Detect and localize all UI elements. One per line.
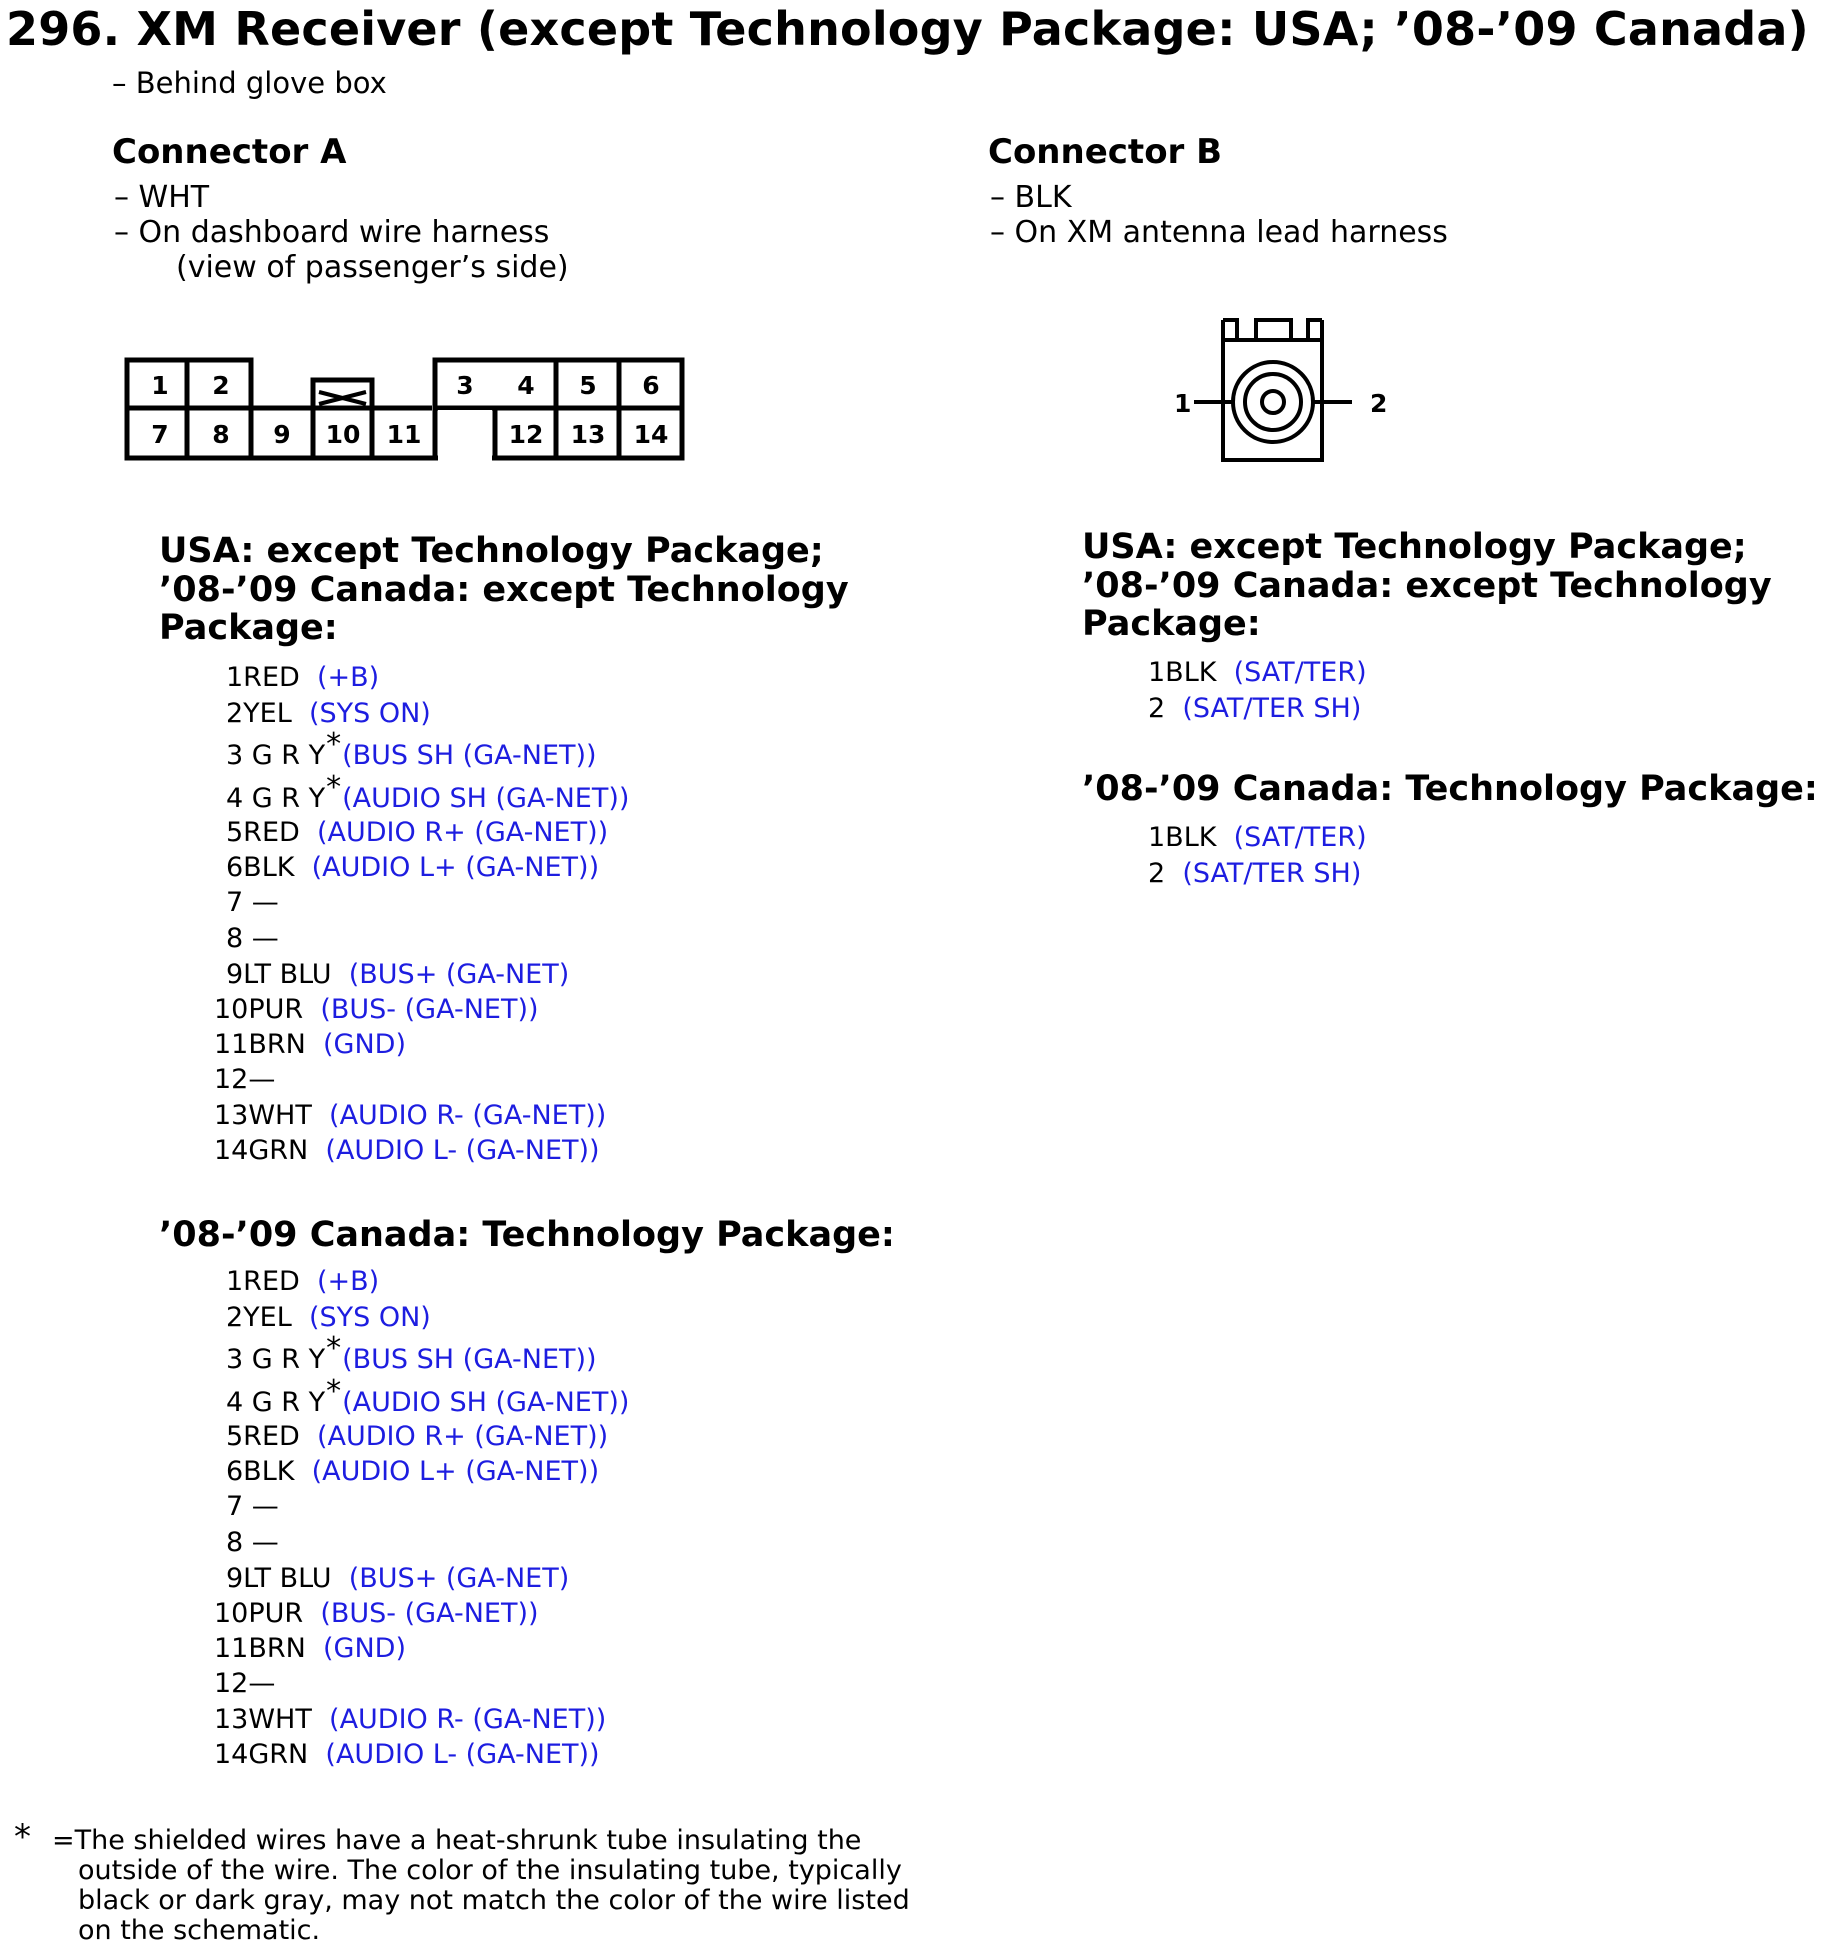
- page-title: 296. XM Receiver (except Technology Package: USA; ’08-’09 Canada): [6, 2, 1809, 56]
- pin-wire-color: 4 G R Y: [226, 1387, 326, 1418]
- receiver-location: – Behind glove box: [112, 66, 387, 100]
- pin-signal: (BUS SH (GA-NET)): [342, 740, 597, 771]
- pin-signal: (BUS+ (GA-NET): [348, 959, 570, 990]
- pin-wire-color: 2: [1148, 693, 1166, 724]
- cavity-2: 2: [212, 371, 230, 400]
- pin-signal: (AUDIO L+ (GA-NET)): [311, 852, 600, 883]
- cavity-9: 9: [273, 420, 291, 449]
- footnote-line: on the schematic.: [78, 1915, 321, 1946]
- pin-wire-color: 12—: [214, 1064, 276, 1095]
- pin-row: [226, 1527, 296, 1558]
- pin-row: [214, 1704, 606, 1735]
- connector-b-heading: Connector B: [988, 132, 1223, 172]
- connector-a-view: (view of passenger’s side): [176, 250, 569, 285]
- pin-row: [214, 1633, 406, 1664]
- pin-row: [226, 923, 296, 954]
- pin-wire-color: 3 G R Y: [226, 740, 326, 771]
- shielded-asterisk: *: [326, 1374, 342, 1409]
- pin-wire-color: 6BLK: [226, 1456, 295, 1487]
- pin-wire-color: 11BRN: [214, 1029, 306, 1060]
- connector-b-location: – On XM antenna lead harness: [990, 215, 1448, 250]
- pin-row: [226, 1302, 431, 1333]
- connector-b-section-2-title: [1082, 770, 1818, 809]
- section-title-line: ’08-’09 Canada: Technology Package:: [1082, 769, 1818, 809]
- pin-signal: (AUDIO L+ (GA-NET)): [311, 1456, 600, 1487]
- pin-row: [226, 1563, 569, 1594]
- pin-row: [226, 1374, 630, 1419]
- connector-a-location: – On dashboard wire harness: [114, 215, 550, 250]
- section-title-line: Package:: [1082, 604, 1261, 644]
- pin-wire-color: 12—: [214, 1668, 276, 1699]
- section-title-line: USA: except Technology Package;: [1082, 527, 1747, 567]
- pin-row: [226, 1421, 608, 1452]
- connector-b-pin-2: 2: [1370, 389, 1388, 418]
- pin-wire-color: 3 G R Y: [226, 1344, 326, 1375]
- pin-wire-color: 5RED: [226, 817, 300, 848]
- pin-wire-color: 10PUR: [214, 1598, 304, 1629]
- connector-a-color: – WHT: [114, 180, 210, 215]
- pin-wire-color: 1RED: [226, 1266, 300, 1297]
- pin-signal: (AUDIO R+ (GA-NET)): [316, 1421, 609, 1452]
- cavity-6: 6: [642, 371, 660, 400]
- pin-row: [1148, 657, 1367, 688]
- footnote-line: =The shielded wires have a heat-shrunk tube insulating the: [52, 1825, 862, 1856]
- connector-b-section-1-title: [1082, 528, 1772, 644]
- connector-b-color: – BLK: [990, 180, 1072, 215]
- pin-wire-color: 14GRN: [214, 1135, 309, 1166]
- cavity-12: 12: [508, 420, 544, 449]
- pin-signal: (AUDIO SH (GA-NET)): [342, 783, 630, 814]
- cavity-11: 11: [386, 420, 422, 449]
- pin-signal: (+B): [316, 662, 380, 693]
- pin-signal: (BUS- (GA-NET)): [320, 1598, 539, 1629]
- pin-wire-color: 8 —: [226, 1527, 279, 1558]
- pin-wire-color: 9LT BLU: [226, 1563, 332, 1594]
- pin-signal: (GND): [323, 1029, 406, 1060]
- cavity-4: 4: [517, 371, 535, 400]
- pin-signal: (SAT/TER SH): [1182, 858, 1362, 889]
- connector-a-diagram: [120, 352, 690, 467]
- shielded-asterisk: *: [326, 770, 342, 805]
- section-title-line: ’08-’09 Canada: except Technology: [1082, 565, 1772, 606]
- pin-row: [226, 817, 608, 848]
- pin-wire-color: 5RED: [226, 1421, 300, 1452]
- pin-wire-color: 2YEL: [226, 698, 292, 729]
- pin-wire-color: 1BLK: [1148, 822, 1217, 853]
- pin-signal: (SYS ON): [308, 1302, 431, 1333]
- pin-wire-color: 7 —: [226, 1491, 279, 1522]
- pin-row: [1148, 858, 1361, 889]
- pin-row: [226, 662, 379, 693]
- shielded-asterisk: *: [326, 1331, 342, 1366]
- pin-signal: (BUS SH (GA-NET)): [342, 1344, 597, 1375]
- cavity-10: 10: [325, 420, 361, 449]
- pin-wire-color: 10PUR: [214, 994, 304, 1025]
- pin-wire-color: 7 —: [226, 887, 279, 918]
- footnote-line: black or dark gray, may not match the color of the wire listed: [78, 1885, 910, 1916]
- pin-signal: (AUDIO SH (GA-NET)): [342, 1387, 630, 1418]
- section-title-line: ’08-’09 Canada: Technology Package:: [159, 1215, 895, 1255]
- pin-row: [226, 770, 630, 815]
- pin-signal: (SAT/TER): [1233, 822, 1367, 853]
- footnote-line: outside of the wire. The color of the insulating tube, typically: [78, 1855, 902, 1886]
- pin-wire-color: 1BLK: [1148, 657, 1217, 688]
- pin-row: [226, 887, 296, 918]
- pin-row: [1148, 693, 1361, 724]
- pin-row: [214, 1029, 406, 1060]
- pin-row: [226, 1456, 599, 1487]
- pin-wire-color: 9LT BLU: [226, 959, 332, 990]
- pin-signal: (SYS ON): [308, 698, 431, 729]
- pin-signal: (GND): [323, 1633, 406, 1664]
- pin-wire-color: 1RED: [226, 662, 300, 693]
- connector-a-section-2-title: [159, 1216, 895, 1255]
- pin-signal: (BUS- (GA-NET)): [320, 994, 539, 1025]
- section-title-line: Package:: [159, 608, 338, 648]
- pin-row: [214, 1135, 600, 1166]
- pin-wire-color: 2: [1148, 858, 1166, 889]
- pin-row: [214, 1064, 293, 1095]
- pin-row: [214, 1739, 600, 1770]
- pin-row: [214, 1598, 539, 1629]
- cavity-8: 8: [212, 420, 230, 449]
- pin-wire-color: 8 —: [226, 923, 279, 954]
- pin-wire-color: 4 G R Y: [226, 783, 326, 814]
- pin-wire-color: 2YEL: [226, 1302, 292, 1333]
- pin-wire-color: 6BLK: [226, 852, 295, 883]
- pin-wire-color: 14GRN: [214, 1739, 309, 1770]
- pin-row: [226, 727, 597, 772]
- section-title-line: ’08-’09 Canada: except Technology: [159, 569, 849, 610]
- pin-row: [226, 1266, 379, 1297]
- pin-row: [214, 1668, 293, 1699]
- pin-wire-color: 13WHT: [214, 1704, 312, 1735]
- pin-signal: (AUDIO R- (GA-NET)): [329, 1100, 607, 1131]
- cavity-5: 5: [579, 371, 597, 400]
- pin-signal: (+B): [316, 1266, 380, 1297]
- pin-row: [226, 852, 599, 883]
- pin-row: [226, 698, 431, 729]
- cavity-14: 14: [633, 420, 669, 449]
- section-title-line: USA: except Technology Package;: [159, 531, 824, 571]
- pin-signal: (SAT/TER SH): [1182, 693, 1362, 724]
- pin-signal: (BUS+ (GA-NET): [348, 1563, 570, 1594]
- connector-b-diagram: [1160, 310, 1400, 470]
- pin-wire-color: 13WHT: [214, 1100, 312, 1131]
- pin-row: [214, 1100, 606, 1131]
- shielded-asterisk: *: [326, 727, 342, 762]
- pin-row: [214, 994, 539, 1025]
- pin-wire-color: 11BRN: [214, 1633, 306, 1664]
- footnote-asterisk: *: [14, 1817, 31, 1857]
- cavity-3: 3: [456, 371, 474, 400]
- pin-signal: (AUDIO L- (GA-NET)): [325, 1135, 600, 1166]
- cavity-1: 1: [151, 371, 169, 400]
- pin-row: [226, 959, 569, 990]
- pin-signal: (SAT/TER): [1233, 657, 1367, 688]
- pin-row: [226, 1491, 296, 1522]
- pin-signal: (AUDIO L- (GA-NET)): [325, 1739, 600, 1770]
- connector-b-pin-1: 1: [1174, 389, 1192, 418]
- cavity-7: 7: [151, 420, 169, 449]
- connector-a-section-1-title: [159, 532, 849, 648]
- pin-row: [226, 1331, 597, 1376]
- pin-signal: (AUDIO R+ (GA-NET)): [316, 817, 609, 848]
- cavity-13: 13: [570, 420, 606, 449]
- pin-row: [1148, 822, 1367, 853]
- pin-signal: (AUDIO R- (GA-NET)): [329, 1704, 607, 1735]
- connector-a-heading: Connector A: [112, 132, 347, 172]
